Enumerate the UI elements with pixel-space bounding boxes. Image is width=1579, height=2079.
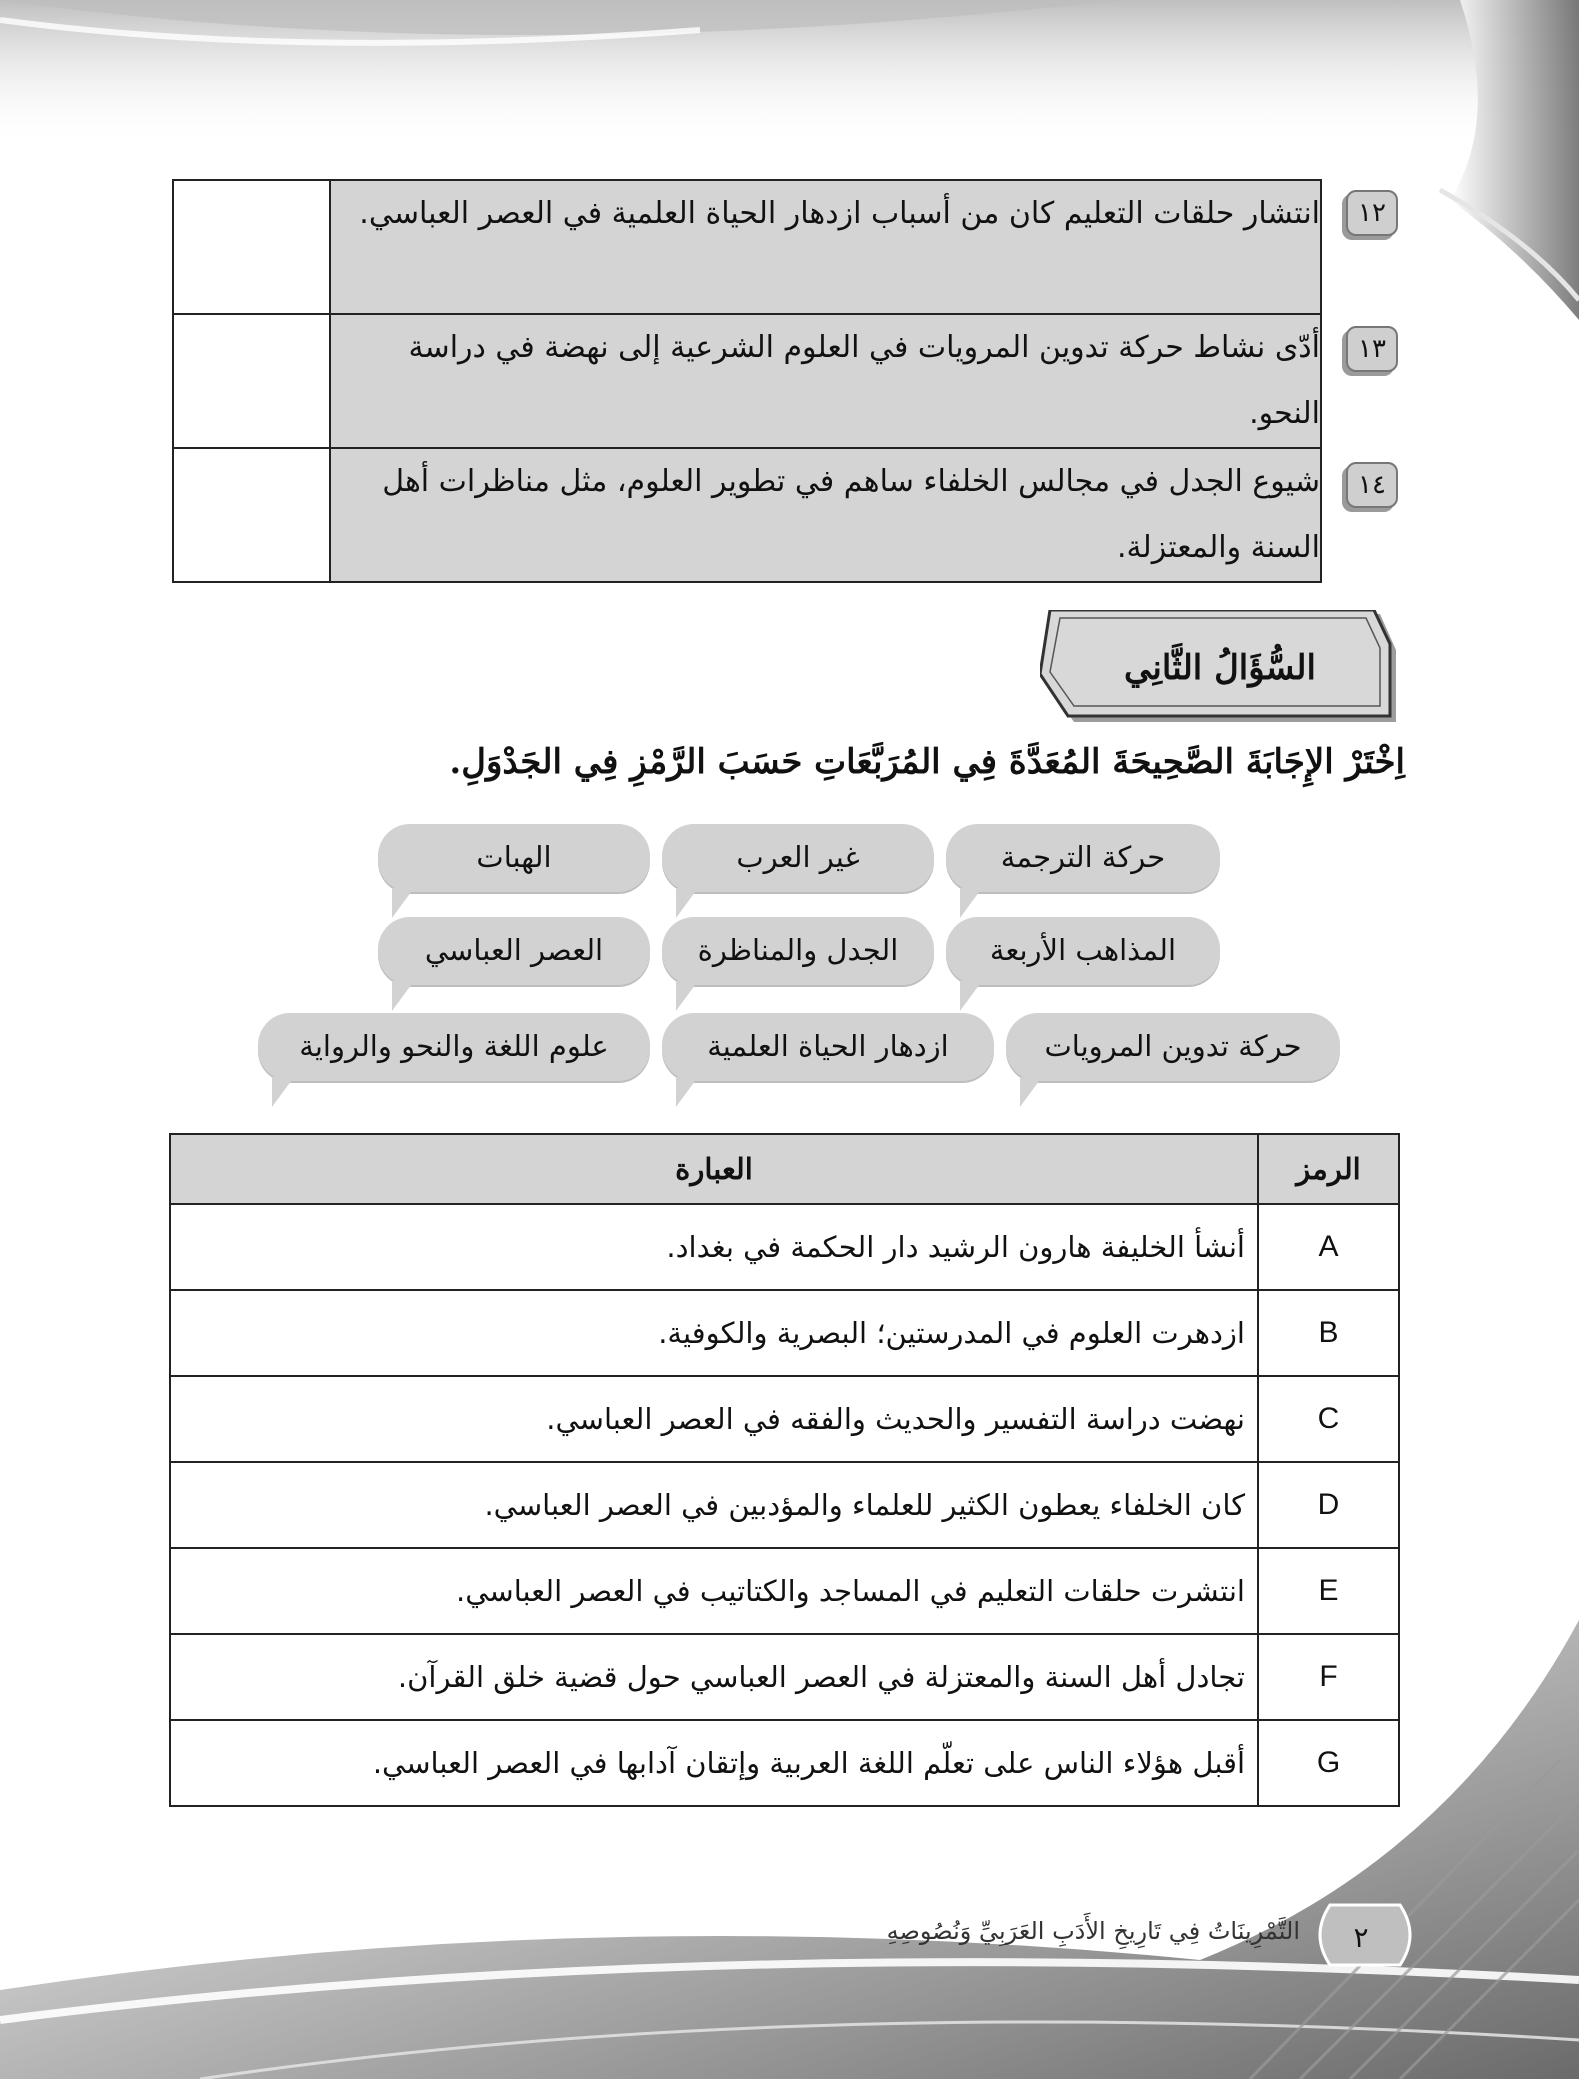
table-row xyxy=(173,448,1321,582)
statement-cell: أقبل هؤلاء الناس على تعلّم اللغة العربية وإتقان آدابها في العصر العباسي. xyxy=(170,1720,1258,1806)
table-row xyxy=(170,1462,1399,1548)
code-cell: F xyxy=(1258,1634,1399,1720)
symbol-table xyxy=(169,1133,1400,1807)
table-row xyxy=(170,1376,1399,1462)
word-bank-item: غير العرب xyxy=(662,824,934,892)
table-row xyxy=(173,314,1321,448)
table-row xyxy=(170,1548,1399,1634)
statement-cell: كان الخلفاء يعطون الكثير للعلماء والمؤدبين في العصر العباسي. xyxy=(170,1462,1258,1548)
code-cell: G xyxy=(1258,1720,1399,1806)
section-heading-box xyxy=(1040,610,1400,726)
code-cell: D xyxy=(1258,1462,1399,1548)
true-false-table xyxy=(172,179,1322,583)
code-cell: C xyxy=(1258,1376,1399,1462)
statement-cell: تجادل أهل السنة والمعتزلة في العصر العباسي حول قضية خلق القرآن. xyxy=(170,1634,1258,1720)
statement-text: أدّى نشاط حركة تدوين المرويات في العلوم الشرعية إلى نهضة في دراسة النحو. xyxy=(330,314,1321,448)
table-row xyxy=(173,180,1321,314)
answer-box[interactable] xyxy=(173,180,330,314)
answer-box[interactable] xyxy=(173,448,330,582)
table-row xyxy=(170,1720,1399,1806)
table-row xyxy=(170,1204,1399,1290)
word-bank-item: علوم اللغة والنحو والرواية xyxy=(258,1013,650,1081)
code-cell: E xyxy=(1258,1548,1399,1634)
word-bank-item: حركة تدوين المرويات xyxy=(1006,1013,1340,1081)
code-cell: A xyxy=(1258,1204,1399,1290)
word-bank-item: الهبات xyxy=(378,824,650,892)
word-bank-item: ازدهار الحياة العلمية xyxy=(662,1013,994,1081)
statement-cell: ازدهرت العلوم في المدرستين؛ البصرية والكوفية. xyxy=(170,1290,1258,1376)
row-number-badge: ١٢ xyxy=(1346,190,1398,236)
statement-cell: أنشأ الخليفة هارون الرشيد دار الحكمة في بغداد. xyxy=(170,1204,1258,1290)
footer-book-title: التَّمْرِينَاتُ فِي تَارِيخِ الأَدَبِ العَرَبِيِّ وَنُصُوصِهِ xyxy=(886,1917,1300,1945)
row-number-badge: ١٤ xyxy=(1346,462,1398,508)
section-heading: السُّؤَالُ الثَّانِي xyxy=(1124,648,1316,688)
code-column-header: الرمز xyxy=(1258,1134,1399,1204)
statement-text: انتشار حلقات التعليم كان من أسباب ازدهار الحياة العلمية في العصر العباسي. xyxy=(330,180,1321,314)
instruction-text: اِخْتَرْ الإِجَابَةَ الصَّحِيحَةَ المُعَدَّةَ فِي المُرَبَّعَاتِ حَسَبَ الرَّمْزِ فِي الجَدْوَلِ. xyxy=(449,742,1405,782)
page-number: ٢ xyxy=(1353,1921,1369,1954)
statement-cell: انتشرت حلقات التعليم في المساجد والكتاتيب في العصر العباسي. xyxy=(170,1548,1258,1634)
code-cell: B xyxy=(1258,1290,1399,1376)
table-row xyxy=(170,1290,1399,1376)
table-row xyxy=(170,1634,1399,1720)
word-bank-item: الجدل والمناظرة xyxy=(662,917,934,985)
row-number-badge: ١٣ xyxy=(1346,326,1398,372)
word-bank-item: العصر العباسي xyxy=(378,917,650,985)
word-bank-item: حركة الترجمة xyxy=(946,824,1220,892)
statement-text: شيوع الجدل في مجالس الخلفاء ساهم في تطوير العلوم، مثل مناظرات أهل السنة والمعتزلة. xyxy=(330,448,1321,582)
answer-box[interactable] xyxy=(173,314,330,448)
statement-cell: نهضت دراسة التفسير والحديث والفقه في العصر العباسي. xyxy=(170,1376,1258,1462)
statement-column-header: العبارة xyxy=(170,1134,1258,1204)
word-bank-item: المذاهب الأربعة xyxy=(946,917,1220,985)
table-header-row xyxy=(170,1134,1399,1204)
